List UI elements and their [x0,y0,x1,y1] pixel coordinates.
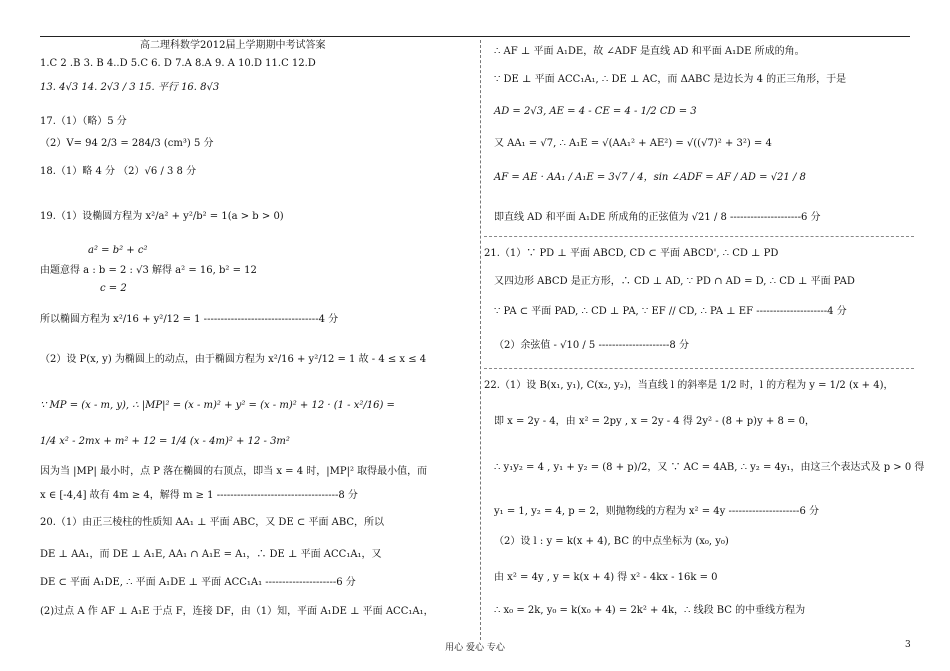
answer-line-19: (2)过点 A 作 AF ⊥ A₁E 于点 F，连接 DF，由（1）知，平面 A₁DE ⊥ 平面 ACC₁A₁， [40,606,434,617]
answer-line-9: c = 2 [100,283,127,294]
answer-line-4: （2）V= 94 2/3 = 284/3 (cm³) 5 分 [40,138,214,149]
answer-line-16: 20.（1）由正三棱柱的性质知 AA₁ ⊥ 平面 ABC，又 DE ⊂ 平面 ABC，所以 [40,517,385,528]
answer-line-11: （2）设 P(x, y) 为椭圆上的动点，由于椭圆方程为 x²/16 + y²/12 = 1 故 - 4 ≤ x ≤ 4 [40,354,427,365]
answer-line-r5: AF = AE · AA₁ / A₁E = 3√7 / 4，sin ∠ADF = AF / AD = √21 / 8 [494,172,806,183]
answer-line-r6: 即直线 AD 和平面 A₁DE 所成角的正弦值为 √21 / 8 ---------------------6 分 [494,212,821,223]
answer-line-r16: 由 x² = 4y , y = k(x + 4) 得 x² - 4kx - 16k = 0 [494,572,718,583]
column-divider [480,40,482,640]
answer-line-13: 1/4 x² - 2mx + m² + 12 = 1/4 (x - 4m)² + 12 - 3m² [40,436,290,447]
answer-line-2: 13. 4√3 14. 2√3 / 3 15. 平行 16. 8√3 [40,82,220,93]
answer-line-r8: 又四边形 ABCD 是正方形，∴ CD ⊥ AD, ∵ PD ∩ AD = D, ∴ CD ⊥ 平面 PAD [494,276,855,287]
answer-line-r11: 22.（1）设 B(x₁, y₁), C(x₂, y₂)，当直线 l 的斜率是 1/2 时，l 的方程为 y = 1/2 (x + 4)， [484,380,894,391]
answer-line-r15: （2）设 l : y = k(x + 4), BC 的中点坐标为 (x₀, y₀) [494,536,729,547]
answer-line-6: 19.（1）设椭圆方程为 x²/a² + y²/b² = 1(a > b > 0) [40,211,284,222]
answer-line-r2: ∵ DE ⊥ 平面 ACC₁A₁, ∴ DE ⊥ AC，而 ΔABC 是边长为 4 的正三角形，于是 [494,74,847,85]
answer-line-r13: ∴ y₁y₂ = 4 , y₁ + y₂ = (8 + p)/2，又 ∵ AC = 4AB, ∴ y₂ = 4y₁，由这三个表达式及 p > 0 得 [494,462,925,473]
answer-line-7: a² = b² + c² [88,245,148,256]
doc-title: 高二理科数学2012届上学期期中考试答案 [140,40,326,51]
answer-line-r7: 21.（1）∵ PD ⊥ 平面 ABCD, CD ⊂ 平面 ABCD', ∴ CD ⊥ PD [484,248,779,259]
answer-line-12: ∵ MP = (x - m, y), ∴ |MP|² = (x - m)² + y² = (x - m)² + 12 · (1 - x²/16) = [40,400,395,411]
answer-line-r17: ∴ x₀ = 2k, y₀ = k(x₀ + 4) = 2k² + 4k，∴ 线段 BC 的中垂线方程为 [494,605,806,616]
answer-line-r4: 又 AA₁ = √7, ∴ A₁E = √(AA₁² + AE²) = √((√7)² + 3²) = 4 [494,138,772,149]
answer-line-5: 18.（1）略 4 分 （2）√6 / 3 8 分 [40,166,197,177]
answer-line-1: 1.C 2 .B 3. B 4..D 5.C 6. D 7.A 8.A 9. A 10.D 11.C 12.D [40,58,316,69]
answer-line-8: 由题意得 a : b = 2 : √3 解得 a² = 16, b² = 12 [40,265,257,276]
answer-line-14: 因为当 |MP| 最小时，点 P 落在椭圆的右顶点，即当 x = 4 时，|MP|² 取得最小值，而 [40,466,428,477]
answer-line-r9: ∵ PA ⊂ 平面 PAD, ∴ CD ⊥ PA, ∵ EF // CD, ∴ PA ⊥ EF ---------------------4 分 [494,306,847,317]
answer-line-r14: y₁ = 1, y₂ = 4, p = 2，则抛物线的方程为 x² = 4y ---------------------6 分 [494,506,819,517]
section-divider-21 [484,236,914,238]
answer-line-3: 17.（1）（略）5 分 [40,116,127,127]
answer-line-15: x ∈ [-4,4] 故有 4m ≥ 4，解得 m ≥ 1 ------------------------------------8 分 [40,490,358,501]
top-rule [40,36,910,37]
answer-line-r1: ∴ AF ⊥ 平面 A₁DE，故 ∠ADF 是直线 AD 和平面 A₁DE 所成的角。 [494,46,805,57]
answer-line-10: 所以椭圆方程为 x²/16 + y²/12 = 1 ----------------------------------4 分 [40,314,339,325]
page-number: 3 [905,640,911,650]
page-footer: 用心 爱心 专心 [445,643,505,653]
answer-line-r12: 即 x = 2y - 4，由 x² = 2py , x = 2y - 4 得 2y² - (8 + p)y + 8 = 0， [494,416,815,427]
answer-line-17: DE ⊥ AA₁，而 DE ⊥ A₁E, AA₁ ∩ A₁E = A₁，∴ DE ⊥ 平面 ACC₁A₁，又 [40,549,382,560]
answer-line-r3: AD = 2√3, AE = 4 - CE = 4 - 1/2 CD = 3 [494,106,697,117]
answer-line-r10: （2）余弦值 - √10 / 5 ---------------------8 分 [494,340,689,351]
answer-line-18: DE ⊂ 平面 A₁DE, ∴ 平面 A₁DE ⊥ 平面 ACC₁A₁ ---------------------6 分 [40,577,356,588]
section-divider-22 [484,368,914,370]
